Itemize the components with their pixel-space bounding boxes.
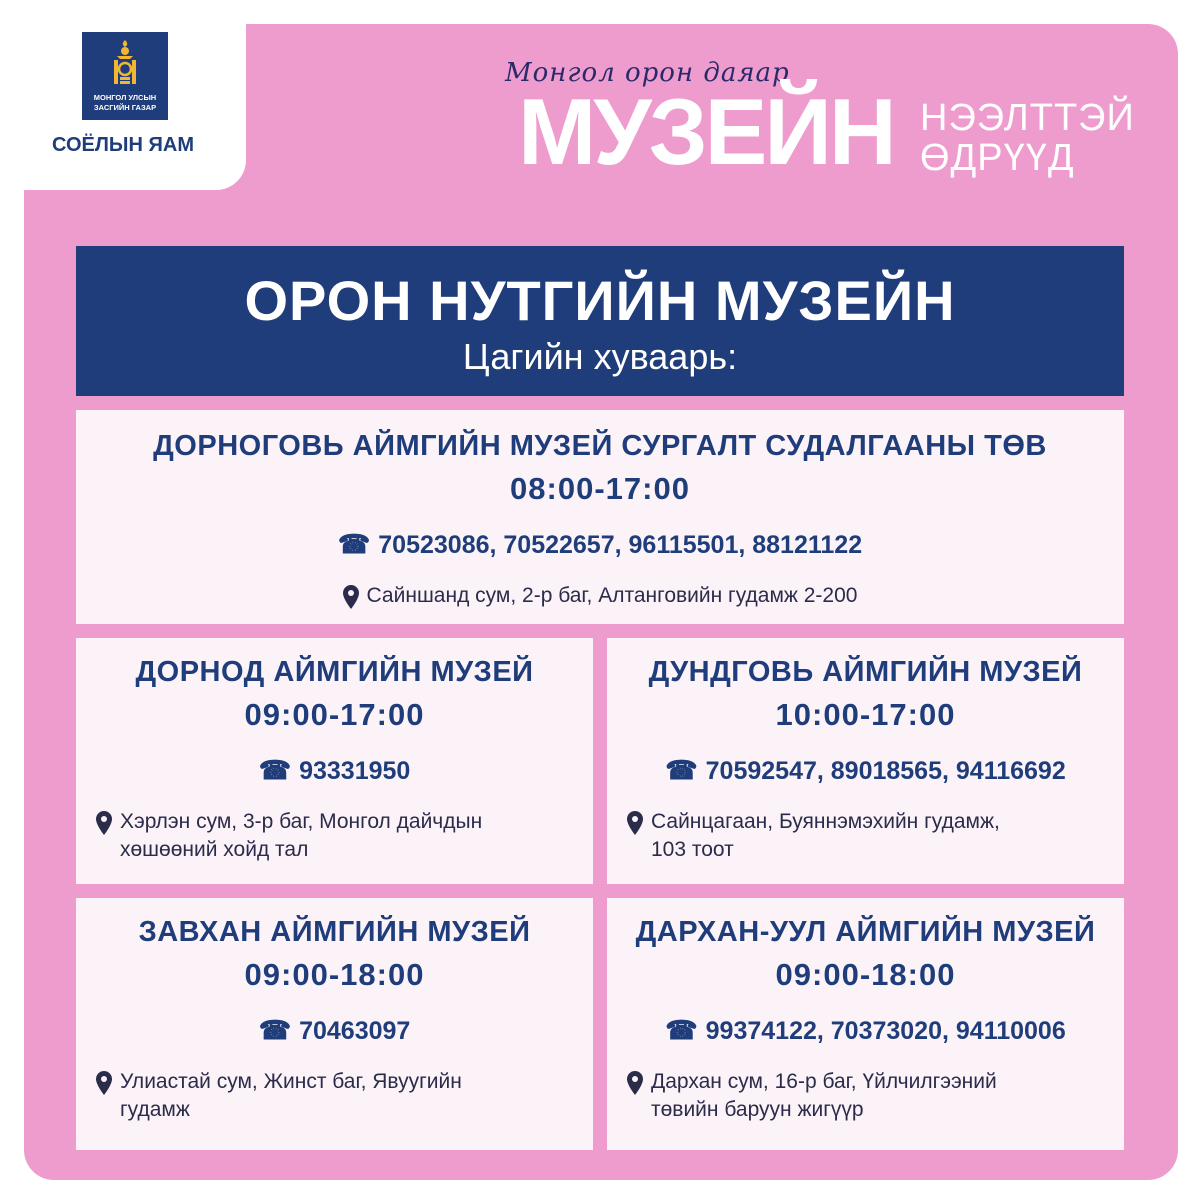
- big-heading-word: МУЗЕЙН: [518, 79, 894, 184]
- phone-numbers: 70523086, 70522657, 96115501, 88121122: [378, 531, 863, 559]
- address-line-2: гудамж: [120, 1098, 190, 1121]
- museum-name: ДАРХАН-УУЛ АЙМГИЙН МУЗЕЙ: [635, 916, 1096, 948]
- banner-subtitle: Цагийн хуваарь:: [462, 336, 738, 377]
- museum-hours: 10:00-17:00: [775, 697, 956, 732]
- museum-phone: [607, 1015, 1124, 1046]
- address-line-1: Дархан сум, 16-р баг, Үйлчилгээний: [651, 1070, 997, 1093]
- phone-icon: ☎: [665, 1015, 698, 1045]
- museum-card-dornod: [76, 638, 593, 884]
- side-heading-word-1: НЭЭЛТТЭЙ: [920, 97, 1135, 139]
- address-line-1: Сайншанд сум, 2-р баг, Алтанговийн гудамж 2-200: [366, 584, 858, 607]
- museum-phone: [607, 755, 1124, 786]
- logo-tab: [0, 0, 246, 190]
- phone-numbers: 70463097: [299, 1017, 411, 1045]
- museum-phone: [76, 755, 593, 786]
- address-line-2: төвийн баруун жигүүр: [651, 1098, 864, 1121]
- ministry-name: СОЁЛЫН ЯАМ: [52, 134, 194, 156]
- phone-icon: ☎: [665, 755, 698, 785]
- schedule-banner: [76, 246, 1124, 396]
- museum-name: ЗАВХАН АЙМГИЙН МУЗЕЙ: [138, 916, 531, 948]
- museum-hours: 09:00-18:00: [244, 957, 425, 992]
- museum-phone: [76, 1015, 593, 1046]
- museum-phone: [76, 529, 1124, 560]
- phone-numbers: 93331950: [299, 757, 411, 785]
- address-line-2: хөшөөний хойд тал: [120, 838, 309, 861]
- government-logo: [82, 32, 168, 120]
- museum-card-dornogovi: [76, 410, 1124, 624]
- phone-icon: ☎: [258, 755, 292, 785]
- museum-address: [76, 582, 1124, 610]
- museum-address: [607, 1068, 1124, 1124]
- museum-name: ДОРНОГОВЬ АЙМГИЙН МУЗЕЙ СУРГАЛТ СУДАЛГААНЫ ТӨВ: [153, 430, 1047, 462]
- location-pin-icon: [343, 585, 359, 609]
- museum-hours: 09:00-17:00: [244, 697, 425, 732]
- museum-name: ДОРНОД АЙМГИЙН МУЗЕЙ: [135, 656, 534, 688]
- logo-text-line-2: ЗАСГИЙН ГАЗАР: [93, 103, 157, 112]
- museum-hours: 09:00-18:00: [775, 957, 956, 992]
- phone-icon: ☎: [337, 529, 371, 559]
- museum-address: [76, 1068, 593, 1124]
- location-pin-icon: [627, 1071, 643, 1095]
- museum-name: ДУНДГОВЬ АЙМГИЙН МУЗЕЙ: [648, 656, 1083, 688]
- script-heading: Монгол орон даяар: [505, 58, 790, 88]
- banner-title: ОРОН НУТГИЙН МУЗЕЙН: [244, 269, 956, 332]
- museum-card-darkhan-uul: [607, 898, 1124, 1150]
- museum-address: [607, 808, 1124, 864]
- address-line-1: Улиастай сум, Жинст баг, Явуугийн: [120, 1070, 462, 1093]
- address-line-2: 103 тоот: [651, 838, 734, 861]
- location-pin-icon: [96, 1071, 112, 1095]
- address-line-1: Сайнцагаан, Буяннэмэхийн гудамж,: [651, 810, 1000, 833]
- side-heading-word-2: ӨДРҮҮД: [920, 137, 1075, 179]
- phone-numbers: 70592547, 89018565, 94116692: [705, 757, 1066, 785]
- phone-numbers: 99374122, 70373020, 94110006: [705, 1017, 1066, 1045]
- museum-hours: 08:00-17:00: [510, 471, 690, 506]
- museum-card-dundgovi: [607, 638, 1124, 884]
- address-line-1: Хэрлэн сум, 3-р баг, Монгол дайчдын: [120, 810, 483, 833]
- location-pin-icon: [96, 811, 112, 835]
- soyombo-icon: [110, 38, 140, 88]
- location-pin-icon: [627, 811, 643, 835]
- phone-icon: ☎: [258, 1015, 292, 1045]
- museum-address: [76, 808, 593, 864]
- logo-text-line-1: МОНГОЛ УЛСЫН: [93, 93, 157, 102]
- museum-card-zavkhan: [76, 898, 593, 1150]
